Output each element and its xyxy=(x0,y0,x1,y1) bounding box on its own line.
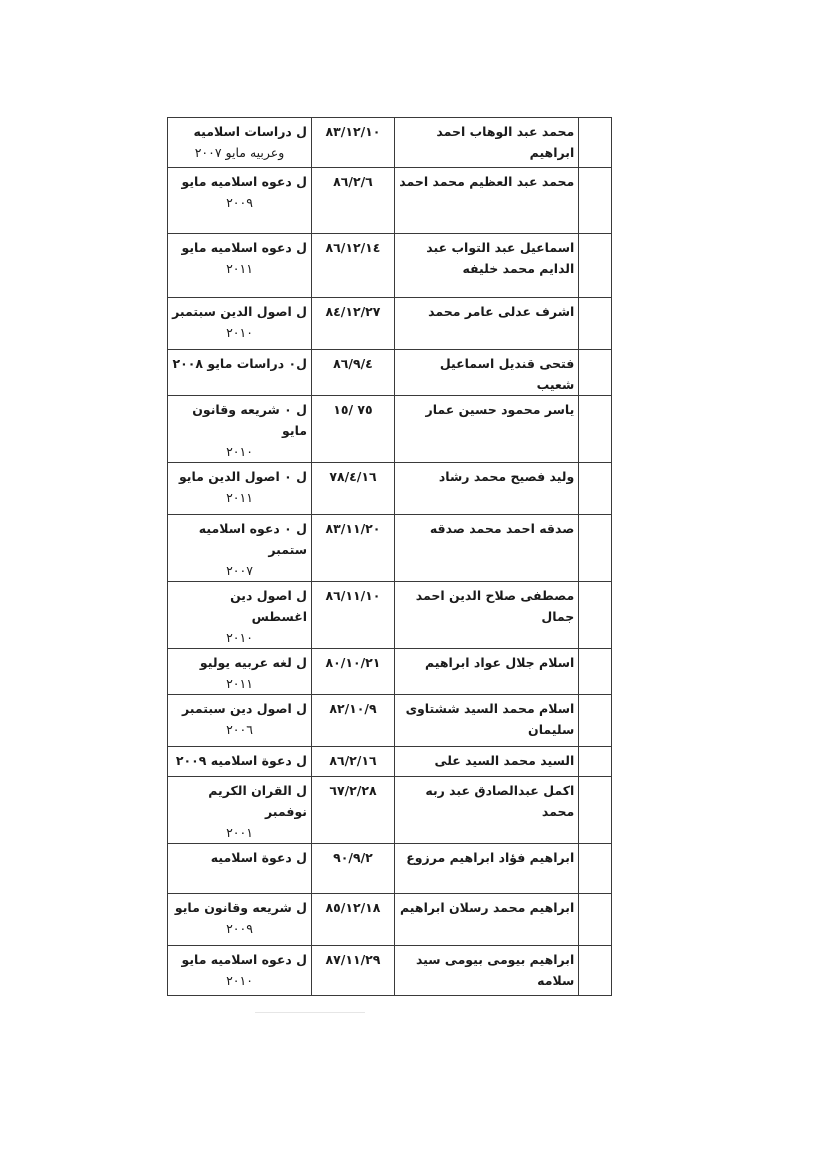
date-cell: ٨٦/٩/٤ xyxy=(312,350,395,396)
name-cell: محمد عبد الوهاب احمد ابراهيم xyxy=(394,118,578,168)
name-cell: ابراهيم بيومى بيومى سيد سلامه xyxy=(394,946,578,996)
roster-table xyxy=(167,117,612,996)
qualification-cell xyxy=(168,695,312,747)
table-row xyxy=(168,350,612,396)
qualification-cell xyxy=(168,946,312,996)
qualification-line-1: ل٠ دراسات مايو ٢٠٠٨ xyxy=(172,356,308,371)
date-cell: ٨٧/١١/٢٩ xyxy=(312,946,395,996)
table-row xyxy=(168,894,612,946)
date-cell: ٨٢/١٠/٩ xyxy=(312,695,395,747)
qualification-line-1: ل دعوة اسلاميه ٢٠٠٩ xyxy=(175,753,308,768)
empty-cell xyxy=(579,118,612,168)
table-row xyxy=(168,649,612,695)
qualification-line-1: ل اصول دين سبتمبر xyxy=(181,701,308,716)
scan-mark xyxy=(255,1012,365,1013)
qualification-cell xyxy=(168,298,312,350)
empty-cell xyxy=(579,747,612,777)
empty-cell xyxy=(579,695,612,747)
qualification-line-2: ٢٠١٠ xyxy=(226,325,253,340)
date-cell: ٧٥ /١٥ xyxy=(312,396,395,463)
table-row xyxy=(168,168,612,234)
qualification-line-1: ل شريعه وقانون مايو xyxy=(174,900,308,915)
qualification-cell xyxy=(168,168,312,234)
table-row xyxy=(168,777,612,844)
date-cell: ٩٠/٩/٢ xyxy=(312,844,395,894)
name-cell: اسلام محمد السيد ششتاوى سليمان xyxy=(394,695,578,747)
qualification-line-2: ٢٠٠٧ xyxy=(226,563,253,578)
name-cell: محمد عبد العظيم محمد احمد xyxy=(394,168,578,234)
empty-cell xyxy=(579,298,612,350)
date-cell: ٨٣/١٢/١٠ xyxy=(312,118,395,168)
qualification-line-1: ل ٠ اصول الدين مايو xyxy=(178,469,308,484)
qualification-cell xyxy=(168,582,312,649)
empty-cell xyxy=(579,350,612,396)
roster-body xyxy=(168,118,612,996)
qualification-cell xyxy=(168,777,312,844)
qualification-line-1: ل دعوه اسلاميه مايو xyxy=(181,952,308,967)
table-row xyxy=(168,396,612,463)
name-cell: فتحى قنديل اسماعيل شعيب xyxy=(394,350,578,396)
name-cell: السيد محمد السيد على xyxy=(394,747,578,777)
table-row xyxy=(168,118,612,168)
qualification-cell xyxy=(168,396,312,463)
qualification-line-2: ٢٠١١ xyxy=(226,676,253,691)
name-cell: مصطفى صلاح الدين احمد جمال xyxy=(394,582,578,649)
table-row xyxy=(168,695,612,747)
name-cell: وليد فصيح محمد رشاد xyxy=(394,463,578,515)
qualification-cell xyxy=(168,844,312,894)
table-row xyxy=(168,946,612,996)
date-cell: ٨٤/١٢/٢٧ xyxy=(312,298,395,350)
table-row xyxy=(168,463,612,515)
table-row xyxy=(168,234,612,298)
empty-cell xyxy=(579,463,612,515)
qualification-line-1: ل القران الكريم نوفمبر xyxy=(208,783,308,819)
table-row xyxy=(168,582,612,649)
table-row xyxy=(168,515,612,582)
empty-cell xyxy=(579,894,612,946)
qualification-cell xyxy=(168,747,312,777)
qualification-line-1: ل دعوة اسلاميه xyxy=(210,850,308,865)
qualification-line-1: ل دعوه اسلاميه مايو xyxy=(181,174,308,189)
qualification-line-2: ٢٠١٠ xyxy=(226,630,253,645)
qualification-line-2: ٢٠٠٩ xyxy=(226,921,253,936)
date-cell: ٨٠/١٠/٢١ xyxy=(312,649,395,695)
empty-cell xyxy=(579,946,612,996)
empty-cell xyxy=(579,844,612,894)
name-cell: ياسر محمود حسين عمار xyxy=(394,396,578,463)
qualification-line-1: ل اصول الدين سبتمبر xyxy=(172,304,308,319)
empty-cell xyxy=(579,515,612,582)
name-cell: اسلام جلال عواد ابراهيم xyxy=(394,649,578,695)
empty-cell xyxy=(579,649,612,695)
table-row xyxy=(168,298,612,350)
date-cell: ٨٥/١٢/١٨ xyxy=(312,894,395,946)
qualification-cell xyxy=(168,515,312,582)
date-cell: ٦٧/٢/٢٨ xyxy=(312,777,395,844)
empty-cell xyxy=(579,234,612,298)
qualification-line-2: ٢٠٠٦ xyxy=(226,722,253,737)
date-cell: ٨٦/٢/١٦ xyxy=(312,747,395,777)
empty-cell xyxy=(579,396,612,463)
qualification-line-1: ل دراسات اسلاميه xyxy=(193,124,308,139)
empty-cell xyxy=(579,582,612,649)
qualification-line-2: ٢٠١٠ xyxy=(226,444,253,459)
name-cell: ابراهيم محمد رسلان ابراهيم xyxy=(394,894,578,946)
date-cell: ٧٨/٤/١٦ xyxy=(312,463,395,515)
qualification-line-2: ٢٠١٠ xyxy=(226,973,253,988)
qualification-cell xyxy=(168,894,312,946)
qualification-cell xyxy=(168,463,312,515)
name-cell: اسماعيل عبد التواب عبد الدايم محمد خليفه xyxy=(394,234,578,298)
table-row xyxy=(168,747,612,777)
qualification-line-1: ل ٠ دعوه اسلاميه ستمبر xyxy=(198,521,308,557)
name-cell: اكمل عبدالصادق عبد ربه محمد xyxy=(394,777,578,844)
name-cell: صدقه احمد محمد صدقه xyxy=(394,515,578,582)
qualification-cell xyxy=(168,118,312,168)
empty-cell xyxy=(579,168,612,234)
qualification-line-1: ل لغه عربيه يوليو xyxy=(199,655,308,670)
qualification-line-2: ٢٠١١ xyxy=(226,261,253,276)
qualification-cell xyxy=(168,234,312,298)
qualification-line-2: ٢٠٠٩ xyxy=(226,195,253,210)
qualification-line-2: ٢٠٠١ xyxy=(226,825,253,840)
name-cell: ابراهيم فؤاد ابراهيم مرزوع xyxy=(394,844,578,894)
qualification-line-2: ٢٠١١ xyxy=(226,490,253,505)
qualification-line-1: ل دعوه اسلاميه مايو xyxy=(181,240,308,255)
date-cell: ٨٣/١١/٢٠ xyxy=(312,515,395,582)
date-cell: ٨٦/١١/١٠ xyxy=(312,582,395,649)
qualification-cell xyxy=(168,350,312,396)
table-row xyxy=(168,844,612,894)
qualification-line-1: ل ٠ شريعه وقانون مايو xyxy=(192,402,308,438)
qualification-line-2: وعربيه مايو ٢٠٠٧ xyxy=(194,145,285,160)
qualification-cell xyxy=(168,649,312,695)
name-cell: اشرف عدلى عامر محمد xyxy=(394,298,578,350)
empty-cell xyxy=(579,777,612,844)
qualification-line-1: ل اصول دين اغسطس xyxy=(230,588,308,624)
date-cell: ٨٦/٢/٦ xyxy=(312,168,395,234)
date-cell: ٨٦/١٢/١٤ xyxy=(312,234,395,298)
